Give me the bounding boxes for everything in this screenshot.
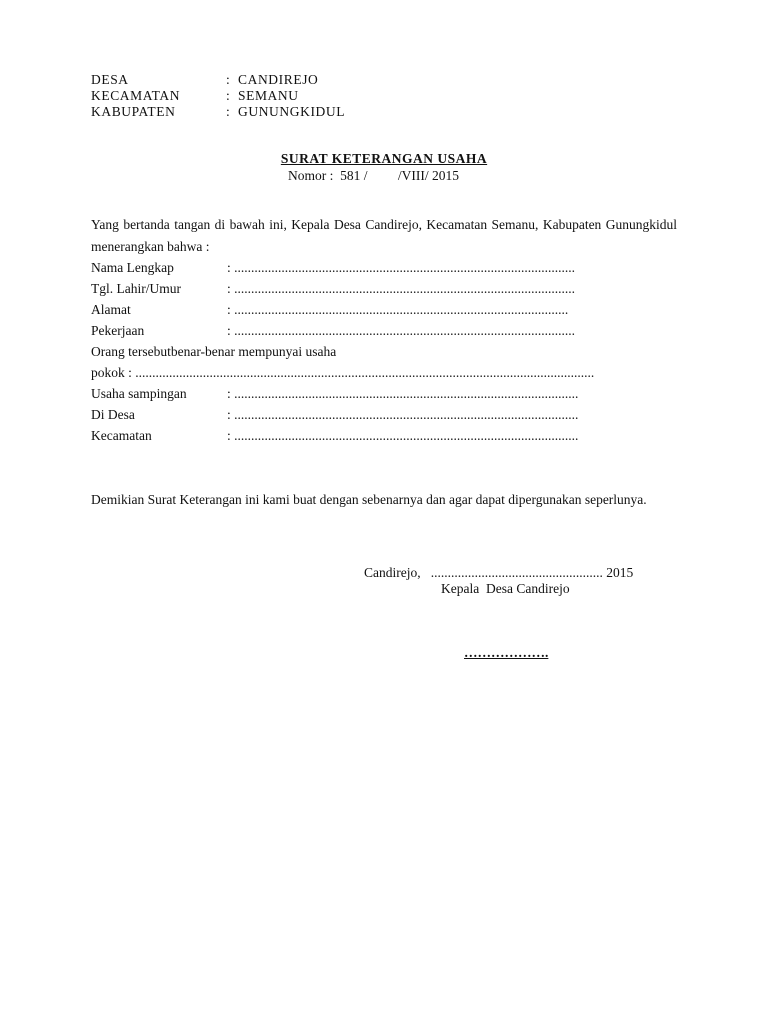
field-value-pekerjaan: : ..................................................................................................... (227, 323, 576, 338)
field-label-pekerjaan: Pekerjaan (91, 323, 145, 338)
statement-line: Orang tersebutbenar-benar mempunyai usaha (91, 344, 337, 359)
intro-paragraph: Yang bertanda tangan di bawah ini, Kepala Desa Candirejo, Kecamatan Semanu, Kabupaten Gunungkidul menerangkan bahwa : (91, 217, 677, 254)
header-colon: : (226, 104, 230, 119)
signature-role: Kepala Desa Candirejo (441, 581, 570, 596)
field-label-alamat: Alamat (91, 302, 131, 317)
header-value-kecamatan: SEMANU (238, 88, 299, 103)
header-label-desa: DESA (91, 72, 129, 87)
header-colon: : (226, 88, 230, 103)
pokok-line: pokok : ........................................................................................................................................ (91, 365, 595, 380)
document-title: SURAT KETERANGAN USAHA (280, 151, 488, 166)
field-label-kecamatan: Kecamatan (91, 428, 152, 443)
field-label-nama: Nama Lengkap (91, 260, 174, 275)
field-value-alamat: : ................................................................................................... (227, 302, 569, 317)
field-value-usaha-sampingan: : ...................................................................................................... (227, 386, 579, 401)
header-value-desa: CANDIREJO (238, 72, 319, 87)
field-value-tgl-lahir: : ..................................................................................................... (227, 281, 576, 296)
header-label-kecamatan: KECAMATAN (91, 88, 181, 103)
field-label-usaha-sampingan: Usaha sampingan (91, 386, 187, 401)
field-value-kecamatan: : ...................................................................................................... (227, 428, 579, 443)
header-label-kabupaten: KABUPATEN (91, 104, 176, 119)
field-value-di-desa: : ...................................................................................................... (227, 407, 579, 422)
field-label-di-desa: Di Desa (91, 407, 135, 422)
signature-name: ………………. (464, 645, 549, 660)
closing-paragraph: Demikian Surat Keterangan ini kami buat dengan sebenarnya dan agar dapat dipergunakan seperlunya. (91, 492, 647, 507)
document-number: Nomor : 581 / /VIII/ 2015 (288, 168, 459, 183)
header-value-kabupaten: GUNUNGKIDUL (238, 104, 346, 119)
field-label-tgl-lahir: Tgl. Lahir/Umur (91, 281, 181, 296)
signature-place-date: Candirejo, ................................................... 2015 (364, 565, 634, 580)
field-value-nama: : ..................................................................................................... (227, 260, 576, 275)
header-colon: : (226, 72, 230, 87)
